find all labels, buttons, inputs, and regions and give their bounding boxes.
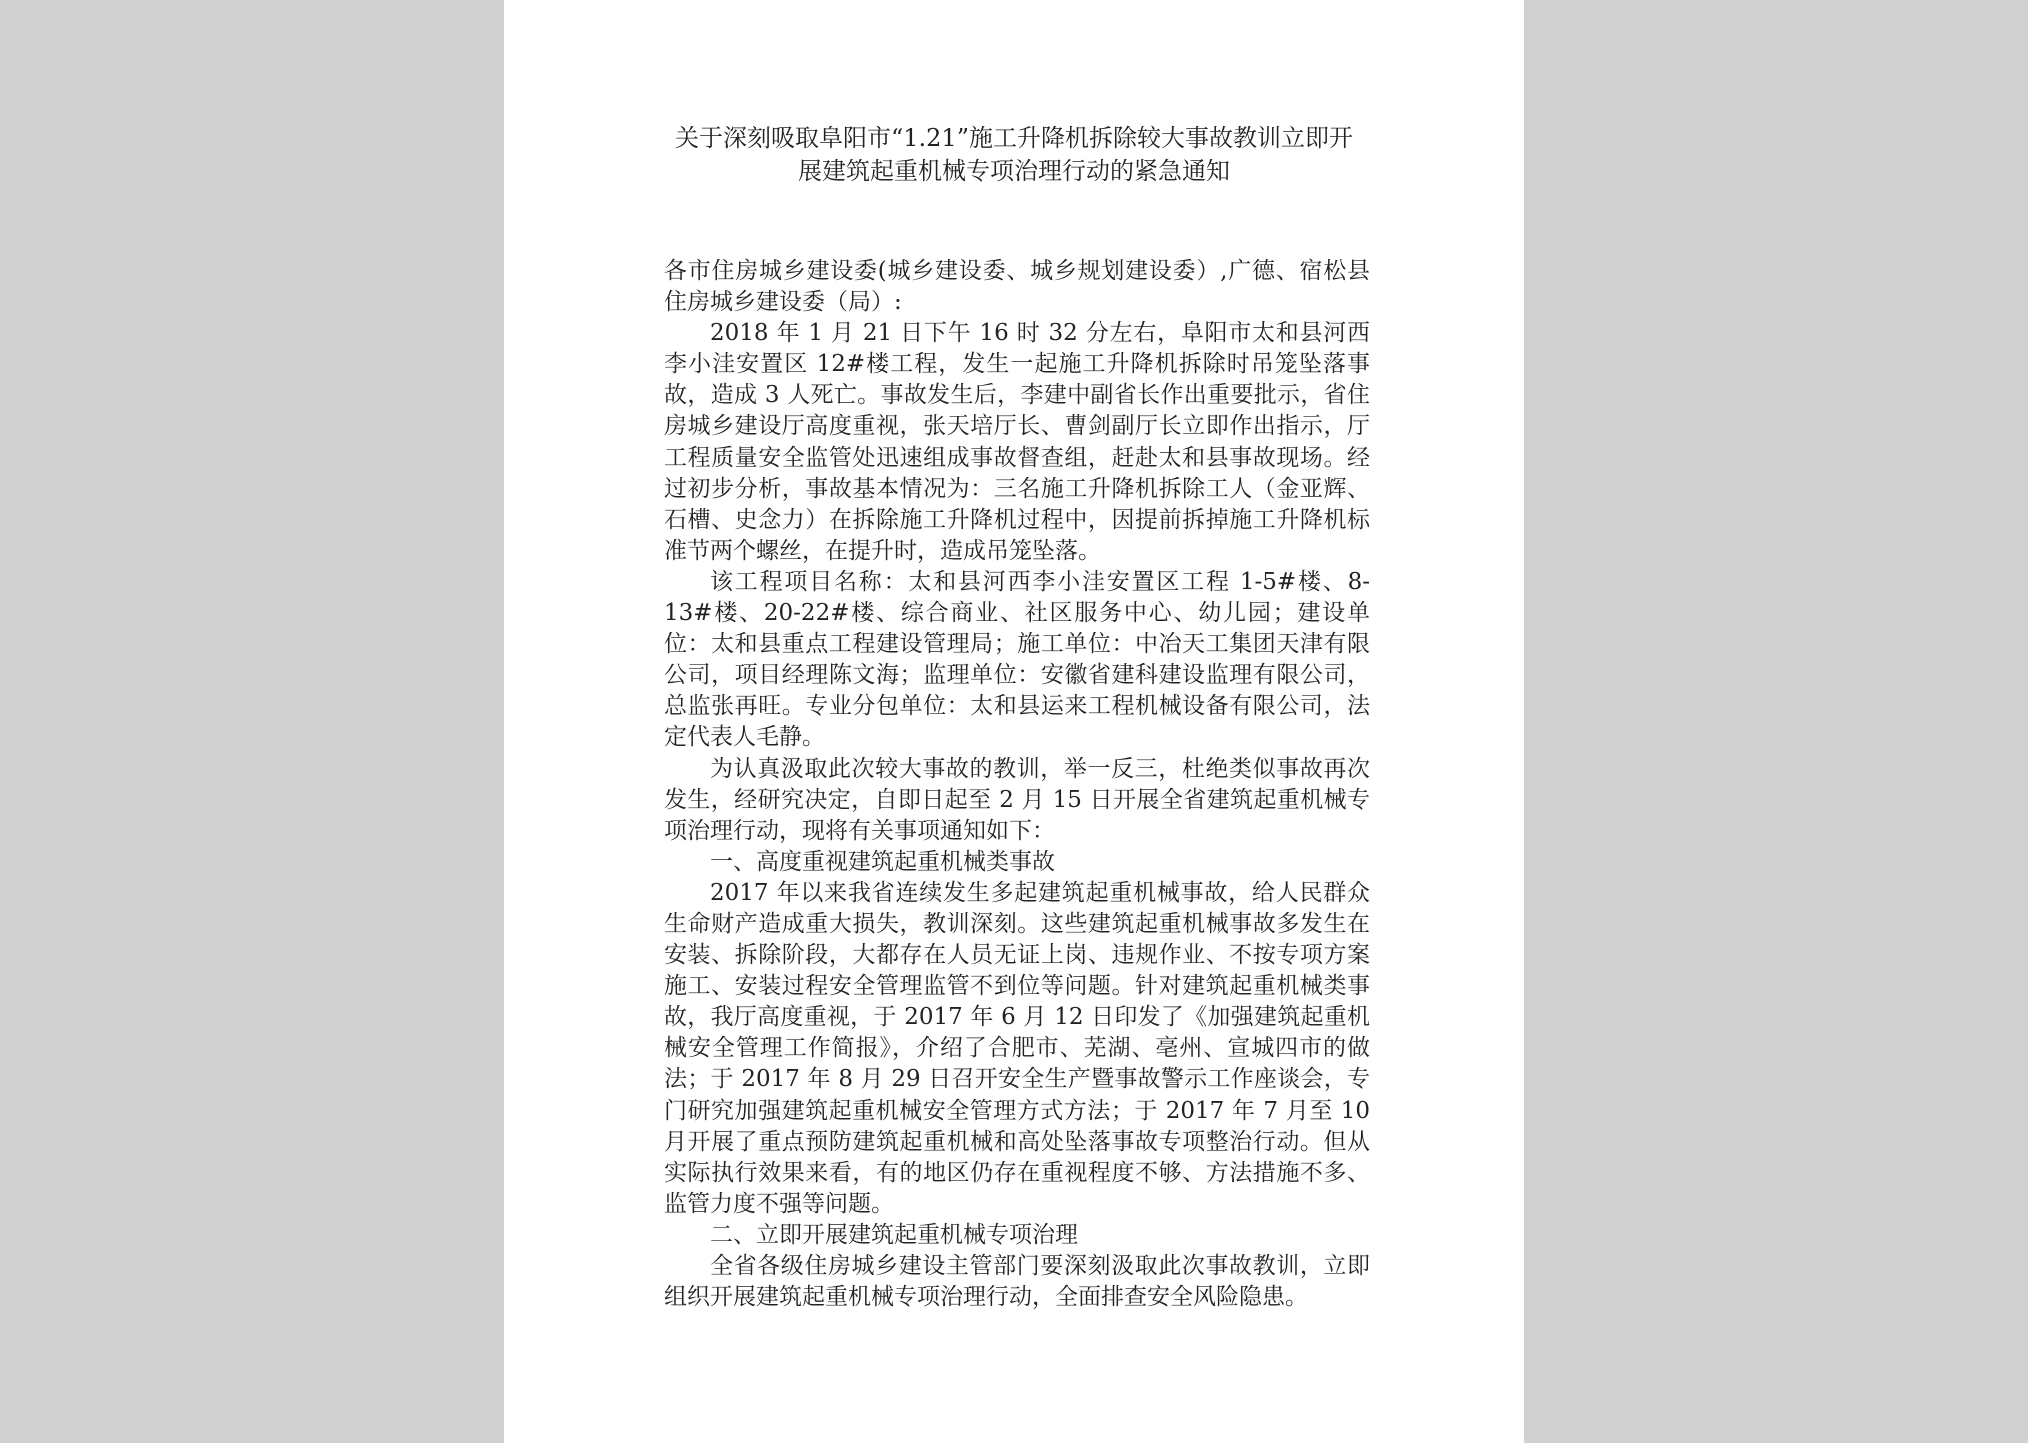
document-page [504,0,1524,1443]
document-body [664,256,1370,1313]
accident-summary-paragraph: 2018 年 1 月 21 日下午 16 时 32 分左右，阜阳市太和县河西李小洼安置区 12#楼工程，发生一起施工升降机拆除时吊笼坠落事故，造成 3 人死亡。事故发生后，李建中副省长作出重要批示，省住房城乡建设厅高度重视，张天培厅长、曹剑副厅长立即作出指示，厅工程质量安全监管处迅速组成事故督查组，赶赴太和县事故现场。经过初步分析，事故基本情况为：三名施工升降机拆除工人（金亚辉、石槽、史念力）在拆除施工升降机过程中，因提前拆掉施工升降机标准节两个螺丝，在提升时，造成吊笼坠落。 [664,320,1370,564]
section-heading-2: 二、立即开展建筑起重机械专项治理 [710,1221,1078,1248]
title-line-1: 关于深刻吸取阜阳市“1.21”施工升降机拆除较大事故教训立即开 [675,124,1353,152]
decision-paragraph: 为认真汲取此次较大事故的教训，举一反三，杜绝类似事故再次发生，经研究决定，自即日起至 2 月 15 日开展全省建筑起重机械专项治理行动，现将有关事项通知如下： [664,755,1370,844]
document-title [504,122,1524,188]
project-info-paragraph: 该工程项目名称：太和县河西李小洼安置区工程 1-5#楼、8-13#楼、20-22#楼、综合商业、社区服务中心、幼儿园；建设单位：太和县重点工程建设管理局；施工单位：中冶天工集团天津有限公司，项目经理陈文海；监理单位：安徽省建科建设监理有限公司，总监张再旺。专业分包单位：太和县运来工程机械设备有限公司，法定代表人毛静。 [664,568,1370,751]
title-line-2: 展建筑起重机械专项治理行动的紧急通知 [798,157,1230,185]
section-heading-1: 一、高度重视建筑起重机械类事故 [710,848,1055,875]
section-2-paragraph: 全省各级住房城乡建设主管部门要深刻汲取此次事故教训，立即组织开展建筑起重机械专项治理行动，全面排查安全风险隐患。 [664,1253,1370,1311]
section-1-paragraph: 2017 年以来我省连续发生多起建筑起重机械事故，给人民群众生命财产造成重大损失，教训深刻。这些建筑起重机械事故多发生在安装、拆除阶段，大都存在人员无证上岗、违规作业、不按专项方案施工、安装过程安全管理监管不到位等问题。针对建筑起重机械类事故，我厅高度重视，于 2017 年 6 月 12 日印发了《加强建筑起重机械安全管理工作简报》，介绍了合肥市、芜湖、亳州、宣城四市的做法；于 2017 年 8 月 29 日召开安全生产暨事故警示工作座谈会，专门研究加强建筑起重机械安全管理方式方法；于 2017 年 7 月至 10 月开展了重点预防建筑起重机械和高处坠落事故专项整治行动。但从实际执行效果来看，有的地区仍存在重视程度不够、方法措施不多、监管力度不强等问题。 [664,879,1370,1217]
addressee-paragraph: 各市住房城乡建设委(城乡建设委、城乡规划建设委）,广德、宿松县住房城乡建设委（局）: [664,258,1370,316]
